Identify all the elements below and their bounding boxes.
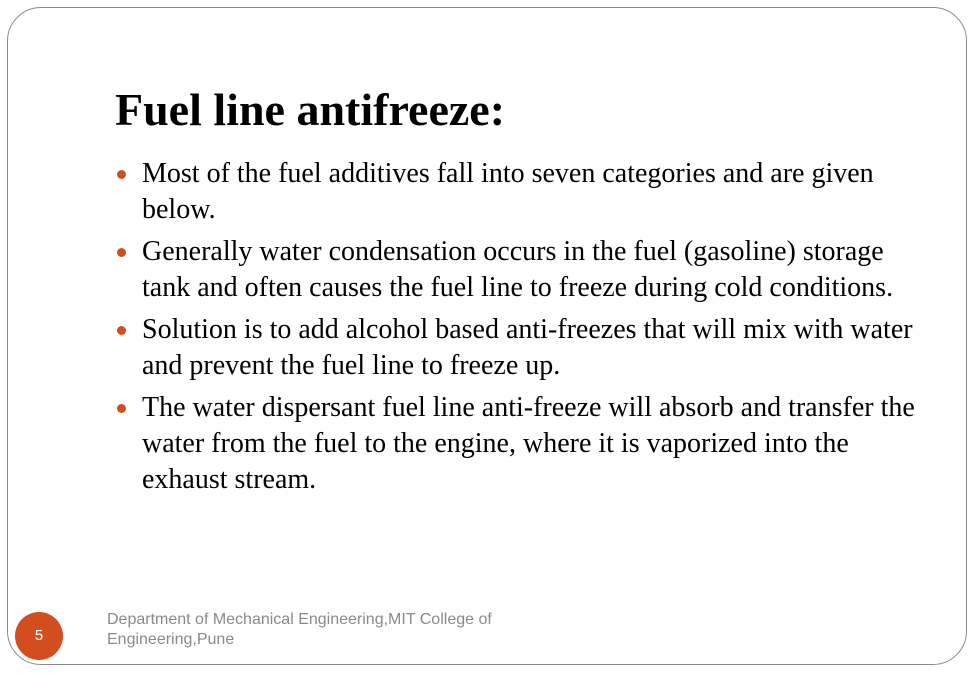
slide-title: Fuel line antifreeze: xyxy=(115,84,506,135)
bullet-item xyxy=(116,234,936,306)
slide-frame xyxy=(7,7,967,665)
bullet-item xyxy=(116,312,936,384)
bullet-dot-icon xyxy=(117,170,126,179)
bullet-dot-icon xyxy=(117,326,126,335)
bullet-list xyxy=(116,156,936,504)
bullet-text: Solution is to add alcohol based anti-freezes that will mix with water and prevent the fuel line to freeze up. xyxy=(142,314,913,381)
bullet-text: Most of the fuel additives fall into seven categories and are given below. xyxy=(142,158,874,225)
bullet-item xyxy=(116,390,936,498)
bullet-text: The water dispersant fuel line anti-freeze will absorb and transfer the water from the fuel to the engine, where it is vaporized into the exhaust stream. xyxy=(142,392,915,495)
bullet-dot-icon xyxy=(117,248,126,257)
bullet-text: Generally water condensation occurs in the fuel (gasoline) storage tank and often causes the fuel line to freeze during cold conditions. xyxy=(142,236,894,303)
bullet-item xyxy=(116,156,936,228)
footer-text: Department of Mechanical Engineering,MIT College of Engineering,Pune xyxy=(107,611,492,648)
bullet-dot-icon xyxy=(117,404,126,413)
page-number-badge: 5 xyxy=(15,612,63,660)
